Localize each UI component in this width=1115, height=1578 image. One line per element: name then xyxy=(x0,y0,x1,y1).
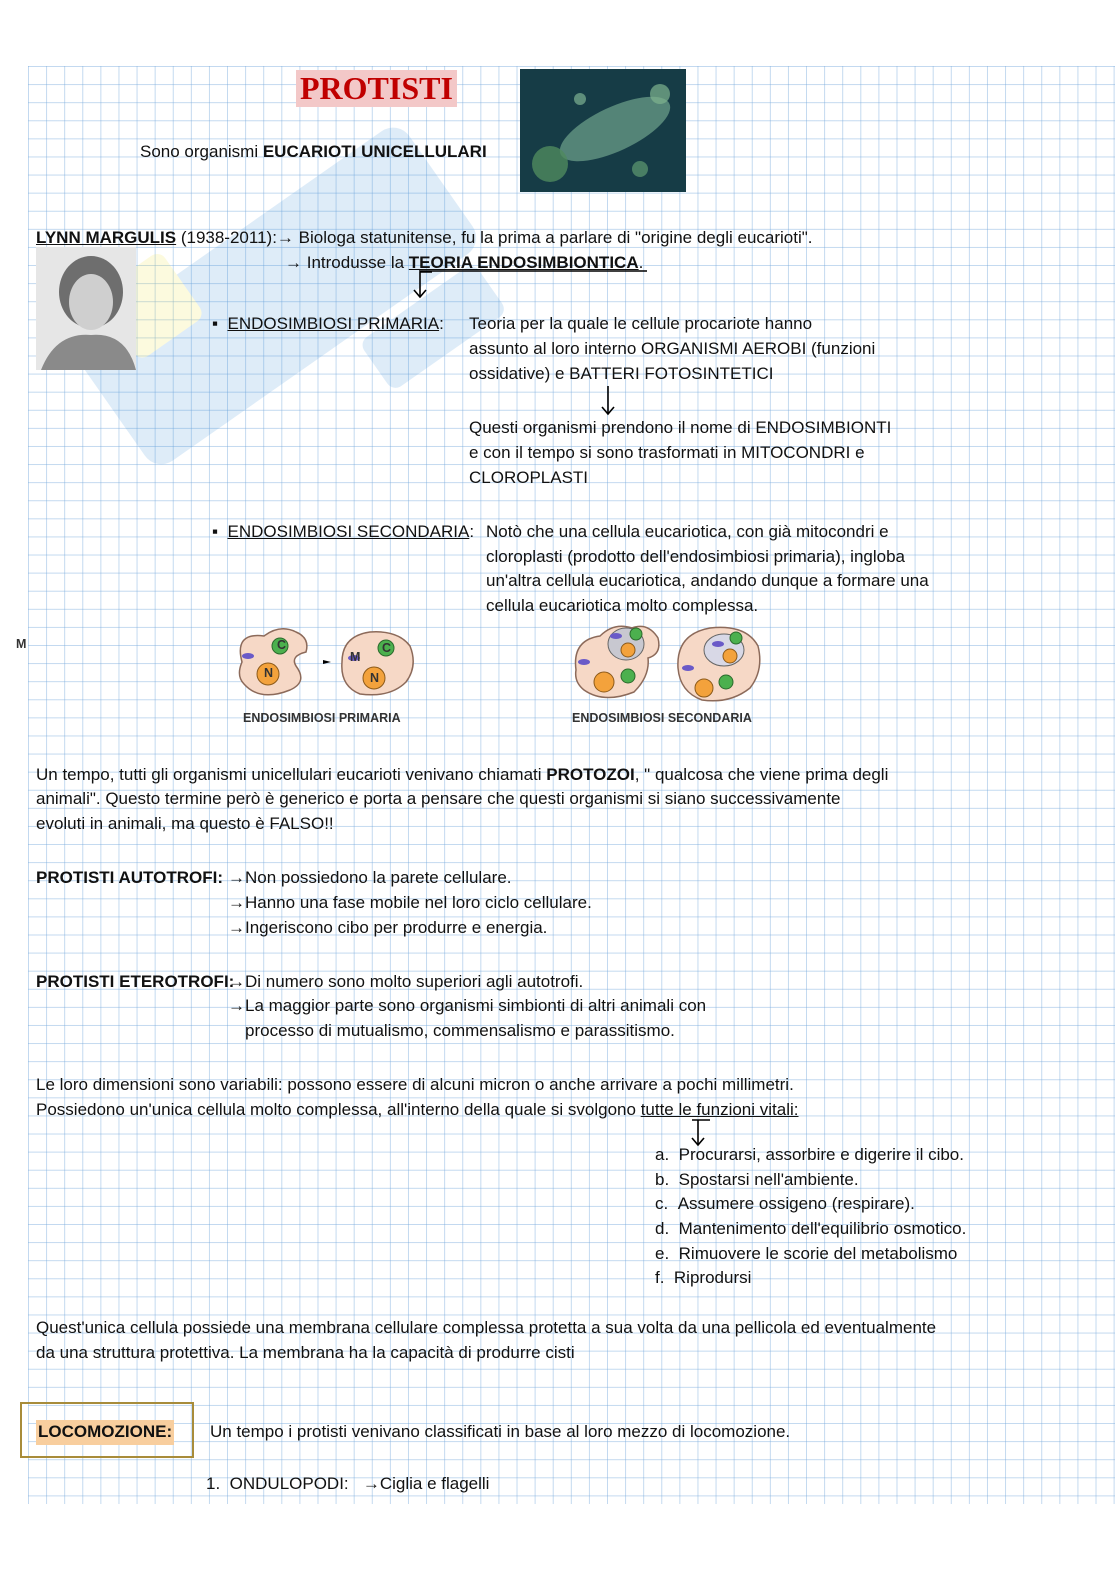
page-title: PROTISTI xyxy=(296,70,457,107)
eterotrofi-item-2: →La maggior parte sono organismi simbionti di altri animali con xyxy=(228,996,707,1015)
protozoi-line-1: Un tempo, tutti gli organismi unicellulari eucarioti venivano chiamati PROTOZOI, " qualcosa che viene prima degli xyxy=(36,765,889,784)
bracket-line xyxy=(419,270,649,274)
secondaria-heading: ▪ ENDOSIMBIOSI SECONDARIA: xyxy=(212,522,475,541)
dimensioni-line-1: Le loro dimensioni sono variabili: possono essere di alcuni micron o anche arrivare a pochi millimetri. xyxy=(36,1075,794,1094)
ondulopodi-item: 1. ONDULOPODI: →Ciglia e flagelli xyxy=(206,1474,490,1493)
membrana-line-1: Quest'unica cellula possiede una membrana cellulare complessa protetta a sua volta da una pellicola ed eventualmente xyxy=(36,1318,937,1337)
label-c-2: C xyxy=(382,641,392,655)
label-c-1: C xyxy=(277,638,287,652)
secondaria-line-3: un'altra cellula eucariotica, andando dunque a formare una xyxy=(486,571,929,590)
label-n-1: N xyxy=(264,666,274,680)
secondaria-caption: ENDOSIMBIOSI SECONDARIA xyxy=(572,711,752,725)
primaria-result-3: CLOROPLASTI xyxy=(469,468,589,487)
secondaria-diagram xyxy=(570,620,765,706)
primaria-line-1: Teoria per la quale le cellule procariote hanno xyxy=(469,314,813,333)
eterotrofi-item-3: processo di mutualismo, commensalismo e parassitismo. xyxy=(245,1021,675,1040)
primaria-diagram xyxy=(230,622,420,700)
locomozione-text: Un tempo i protisti venivano classificati in base al loro mezzo di locomozione. xyxy=(210,1422,791,1441)
primaria-result-1: Questi organismi prendono il nome di ENDOSIMBIONTI xyxy=(469,418,892,437)
protozoi-line-2: animali". Questo termine però è generico e porta a pensare che questi organismi si siano successivamente xyxy=(36,789,841,808)
list-item: a. Procurarsi, assorbire e digerire il cibo. xyxy=(655,1145,964,1164)
locomozione-label: LOCOMOZIONE: xyxy=(36,1420,174,1445)
eterotrofi-label: PROTISTI ETEROTROFI: xyxy=(36,972,235,991)
secondaria-line-2: cloroplasti (prodotto dell'endosimbiosi primaria), ingloba xyxy=(486,547,906,566)
primaria-caption: ENDOSIMBIOSI PRIMARIA xyxy=(243,711,401,725)
list-item: b. Spostarsi nell'ambiente. xyxy=(655,1170,859,1189)
dimensioni-line-2: Possiedono un'unica cellula molto complessa, all'interno della quale si svolgono tutte le funzioni vitali: xyxy=(36,1100,799,1119)
membrana-line-2: da una struttura protettiva. La membrana ha la capacità di produrre cisti xyxy=(36,1343,575,1362)
primaria-heading: ▪ ENDOSIMBIOSI PRIMARIA: xyxy=(212,314,444,333)
primaria-result-2: e con il tempo si sono trasformati in MITOCONDRI e xyxy=(469,443,865,462)
protozoi-line-3: evoluti in animali, ma questo è FALSO!! xyxy=(36,814,334,833)
autotrofi-item-1: →Non possiedono la parete cellulare. xyxy=(228,868,512,887)
margulis-line: LYNN MARGULIS (1938-2011):→ Biologa statunitense, fu la prima a parlare di "origine degli eucarioti". xyxy=(36,228,813,247)
secondaria-line-4: cellula eucariotica molto complessa. xyxy=(486,596,759,615)
arrow-down-icon xyxy=(598,385,618,417)
secondaria-line-1: Notò che una cellula eucariotica, con già mitocondri e xyxy=(486,522,889,541)
autotrofi-item-3: →Ingeriscono cibo per produrre e energia. xyxy=(228,918,548,937)
arrow-down-icon xyxy=(412,270,432,300)
margulis-theory-line: → Introdusse la TEORIA ENDOSIMBIONTICA. xyxy=(285,253,644,272)
list-item: d. Mantenimento dell'equilibrio osmotico. xyxy=(655,1219,967,1238)
label-m-2: M xyxy=(350,650,361,664)
list-item: e. Rimuovere le scorie del metabolismo xyxy=(655,1244,958,1263)
label-n-2: N xyxy=(370,671,380,685)
autotrofi-item-2: →Hanno una fase mobile nel loro ciclo cellulare. xyxy=(228,893,592,912)
protist-photo xyxy=(520,69,686,192)
list-item: c. Assumere ossigeno (respirare). xyxy=(655,1194,915,1213)
autotrofi-label: PROTISTI AUTOTROFI: xyxy=(36,868,223,887)
primaria-line-2: assunto al loro interno ORGANISMI AEROBI (funzioni xyxy=(469,339,876,358)
eterotrofi-item-1: →Di numero sono molto superiori agli autotrofi. xyxy=(228,972,584,991)
label-m-1: M xyxy=(16,637,27,651)
margulis-portrait xyxy=(36,247,136,370)
list-item: f. Riprodursi xyxy=(655,1268,752,1287)
primaria-line-3: ossidative) e BATTERI FOTOSINTETICI xyxy=(469,364,774,383)
subtitle: Sono organismi EUCARIOTI UNICELLULARI xyxy=(140,142,487,161)
